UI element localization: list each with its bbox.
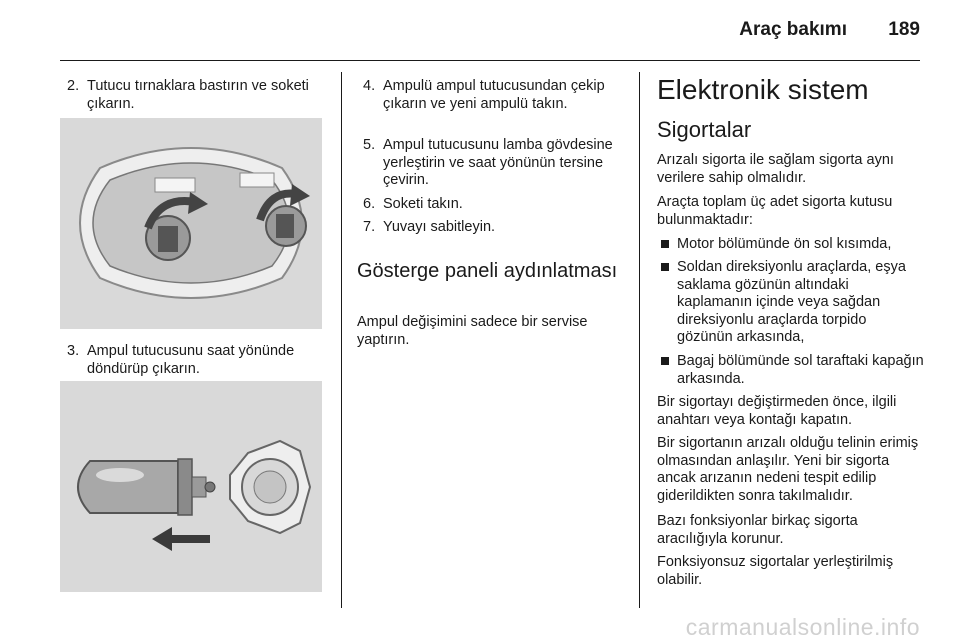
column-divider-1 <box>341 72 342 608</box>
page-number: 189 <box>888 19 920 40</box>
fuses-paragraph-6: Fonksiyonsuz sigortalar yerleştirilmiş olabilir. <box>657 554 894 588</box>
fuses-paragraph-1: Arızalı sigorta ile sağlam sigorta aynı verilere sahip olmalıdır. <box>657 152 894 186</box>
step-7 <box>363 219 628 237</box>
step-text: Ampul tutucusunu saat yönünde döndürüp çıkarın. <box>87 343 295 377</box>
fuses-paragraph-5: Bazı fonksiyonlar birkaç sigorta aracılığıyla korunur. <box>657 513 858 547</box>
step-number: 6. <box>363 196 376 212</box>
section-heading-instrument-lighting: Gösterge paneli aydınlatması <box>357 260 618 282</box>
section-heading-fuses: Sigortalar <box>657 117 752 142</box>
step-number: 4. <box>363 78 376 94</box>
step-6 <box>363 196 628 214</box>
bullet-item-2 <box>661 259 925 347</box>
step-5 <box>363 137 628 190</box>
bullet-text: Soldan direksiyonlu araçlarda, eşya saklama gözünün altındaki kaplamanın içinde veya sağdan direksiyonlu araçlarda torpido gözünün arkasında, <box>677 259 906 345</box>
figure-bulb-holder <box>60 381 322 592</box>
fuses-paragraph-3: Bir sigortayı değiştirmeden önce, ilgili anahtarı veya kontağı kapatın. <box>657 394 897 428</box>
step-text: Tutucu tırnaklara bastırın ve soketi çıkarın. <box>87 78 309 112</box>
chapter-heading-electronic-system: Elektronik sistem <box>657 74 869 105</box>
instrument-lighting-note: Ampul değişimini sadece bir servise yaptırın. <box>357 314 588 348</box>
column-divider-2 <box>639 72 640 608</box>
fuses-paragraph-2: Araçta toplam üç adet sigorta kutusu bulunmaktadır: <box>657 194 893 228</box>
bullet-square <box>661 240 669 248</box>
step-text: Soketi takın. <box>383 196 463 212</box>
step-text: Ampulü ampul tutucusundan çekip çıkarın ve yeni ampulü takın. <box>383 78 605 112</box>
step-number: 2. <box>67 78 80 94</box>
step-2 <box>67 78 332 113</box>
bullet-text: Bagaj bölümünde sol taraftaki kapağın arkasında. <box>677 353 924 387</box>
step-number: 7. <box>363 219 376 235</box>
bullet-item-3 <box>661 353 925 388</box>
step-text: Yuvayı sabitleyin. <box>383 219 496 235</box>
running-header-title: Araç bakımı <box>739 19 847 40</box>
bullet-item-1 <box>661 236 925 254</box>
bulb-holder-illustration <box>60 381 322 592</box>
step-4 <box>363 78 628 113</box>
bullet-square <box>661 263 669 271</box>
step-number: 5. <box>363 137 376 153</box>
header-rule <box>60 60 920 61</box>
watermark: carmanualsonline.info <box>685 614 920 640</box>
bullet-text: Motor bölümünde ön sol kısımda, <box>677 236 892 252</box>
step-text: Ampul tutucusunu lamba gövdesine yerleştirin ve saat yönünün tersine çevirin. <box>383 137 613 188</box>
figure-lamp-housing <box>60 118 322 329</box>
bullet-square <box>661 357 669 365</box>
step-number: 3. <box>67 343 80 359</box>
step-3 <box>67 343 332 378</box>
lamp-housing-illustration <box>60 118 322 329</box>
fuses-paragraph-4: Bir sigortanın arızalı olduğu telinin erimiş olmasından anlaşılır. Yeni bir sigorta ancak arızanın nedeni tespit edilip giderildikten sonra takılmalıdır. <box>657 435 919 504</box>
